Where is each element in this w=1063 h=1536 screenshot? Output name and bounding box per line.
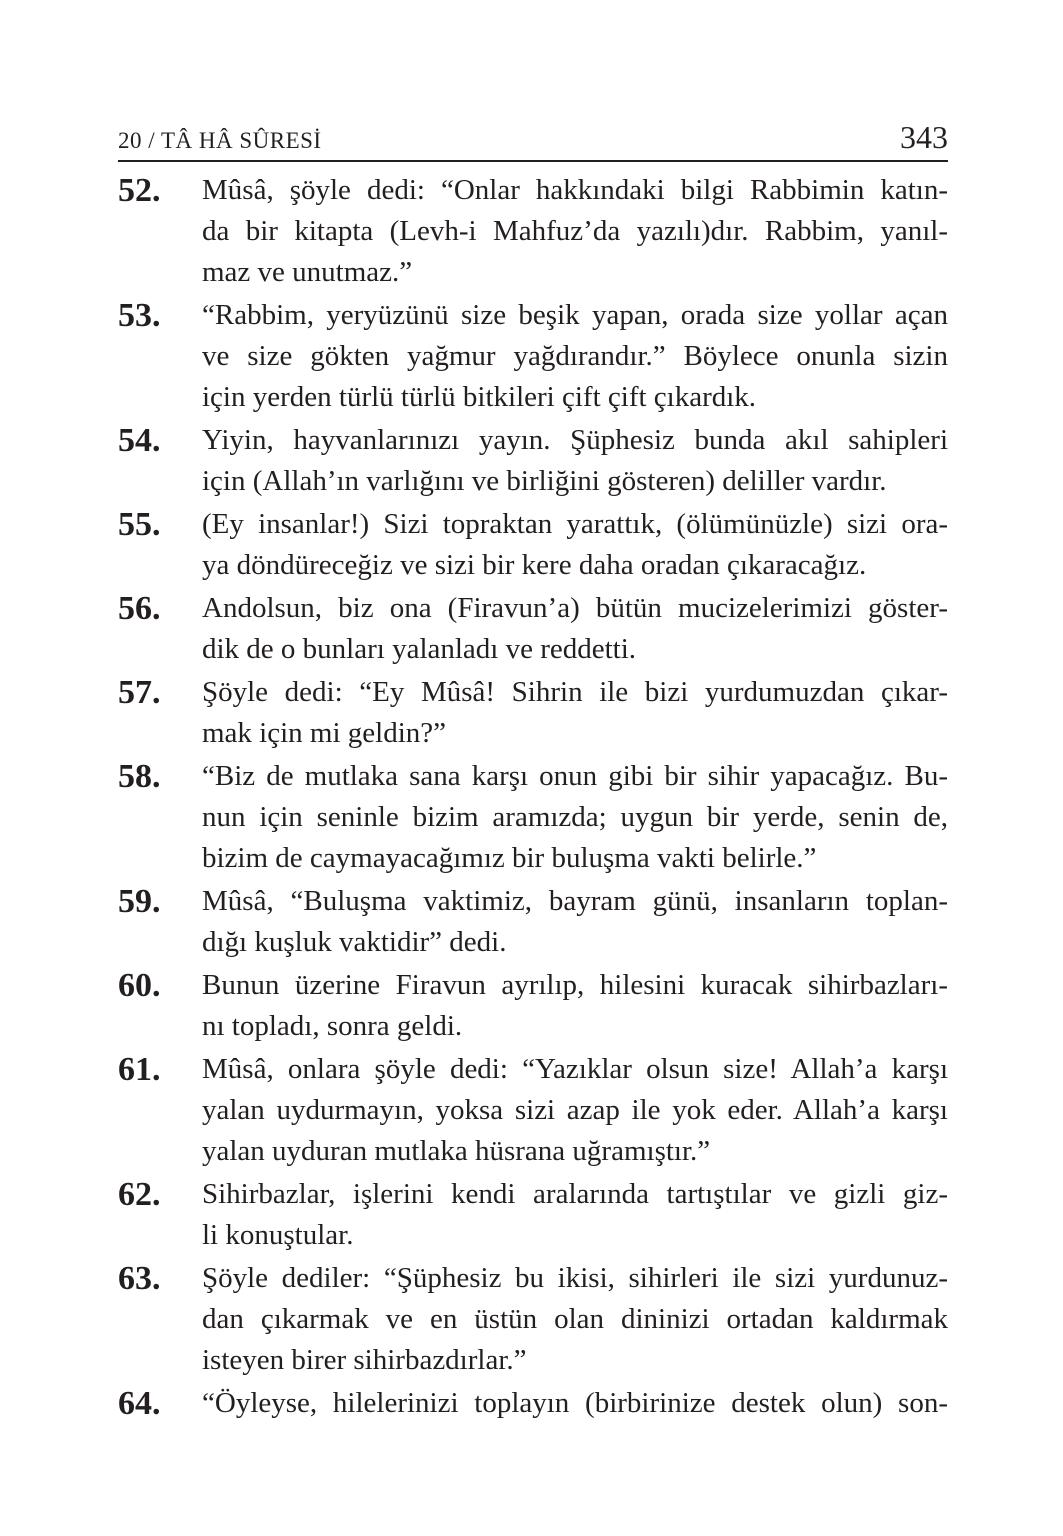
verse-text <box>202 170 948 293</box>
verse-number: 64. <box>118 1385 161 1422</box>
verse-number: 62. <box>118 1176 161 1213</box>
verse-line: maz ve unutmaz.” <box>202 256 413 288</box>
verse-number: 57. <box>118 674 161 711</box>
verse-text <box>202 295 948 418</box>
verse-text <box>202 881 948 963</box>
verse <box>118 1258 948 1381</box>
verse-number: 55. <box>118 506 161 543</box>
verse-number: 58. <box>118 758 161 795</box>
verse-number: 60. <box>118 967 161 1004</box>
verse-line: isteyen birer sihirbazdırlar.” <box>202 1344 527 1376</box>
verse-line: için (Allah’ın varlığını ve birliğini gösteren) deliller vardır. <box>202 465 887 497</box>
verse-number: 59. <box>118 883 161 920</box>
verse-line: nı topladı, sonra geldi. <box>202 1010 463 1042</box>
verse-line: Andolsun, biz ona (Firavun’a) bütün mucizelerimizi göster- <box>202 592 948 624</box>
verse-line: dik de o bunları yalanladı ve reddetti. <box>202 633 637 665</box>
verse-line: dığı kuşluk vaktidir” dedi. <box>202 926 507 958</box>
verse-number: 52. <box>118 172 161 209</box>
verse-text <box>202 672 948 754</box>
verse-number: 53. <box>118 297 161 334</box>
verse-line: yalan uydurmayın, yoksa sizi azap ile yok eder. Allah’a karşı <box>202 1094 948 1126</box>
verse <box>118 1383 948 1424</box>
verse-number: 56. <box>118 590 161 627</box>
verse-text <box>202 588 948 670</box>
verse-line: “Rabbim, yeryüzünü size beşik yapan, orada size yollar açan <box>202 299 948 331</box>
verse-text <box>202 420 948 502</box>
verse-line: Sihirbazlar, işlerini kendi aralarında tartıştılar ve gizli giz- <box>202 1178 948 1210</box>
verse <box>118 504 948 586</box>
verse-line: bizim de caymayacağımız bir buluşma vakti belirle.” <box>202 842 817 874</box>
verse-number: 63. <box>118 1260 161 1297</box>
verse-text <box>202 504 948 586</box>
verse-list <box>118 170 948 1426</box>
verse-line: Mûsâ, şöyle dedi: “Onlar hakkındaki bilgi Rabbimin katın- <box>202 174 948 206</box>
verse-line: Şöyle dediler: “Şüphesiz bu ikisi, sihirleri ile sizi yurdunuz- <box>202 1262 948 1294</box>
verse <box>118 170 948 293</box>
verse-line: Mûsâ, onlara şöyle dedi: “Yazıklar olsun size! Allah’a karşı <box>202 1053 948 1085</box>
verse-text <box>202 1174 948 1256</box>
verse-line: ve size gökten yağmur yağdırandır.” Böylece onunla sizin <box>202 340 948 372</box>
verse-line: ya döndüreceğiz ve sizi bir kere daha oradan çıkaracağız. <box>202 549 867 581</box>
verse <box>118 1174 948 1256</box>
page-header <box>118 112 948 162</box>
verse-text <box>202 965 948 1047</box>
verse-line: Mûsâ, “Buluşma vaktimiz, bayram günü, insanların toplan- <box>202 885 948 917</box>
verse-text <box>202 1383 948 1424</box>
verse-number: 54. <box>118 422 161 459</box>
verse-line: “Öyleyse, hilelerinizi toplayın (birbirinize destek olun) son- <box>202 1387 948 1419</box>
verse <box>118 881 948 963</box>
verse-number: 61. <box>118 1051 161 1088</box>
verse-text <box>202 1258 948 1381</box>
verse-line: Şöyle dedi: “Ey Mûsâ! Sihrin ile bizi yurdumuzdan çıkar- <box>202 676 948 708</box>
verse <box>118 588 948 670</box>
verse-line: için yerden türlü türlü bitkileri çift çift çıkardık. <box>202 381 757 413</box>
verse-line: nun için seninle bizim aramızda; uygun bir yerde, senin de, <box>202 801 948 833</box>
verse-line: “Biz de mutlaka sana karşı onun gibi bir sihir yapacağız. Bu- <box>202 760 948 792</box>
verse-line: mak için mi geldin?” <box>202 717 447 749</box>
verse-line: Yiyin, hayvanlarınızı yayın. Şüphesiz bunda akıl sahipleri <box>202 424 948 456</box>
verse <box>118 420 948 502</box>
verse-line: da bir kitapta (Levh-i Mahfuz’da yazılı)dır. Rabbim, yanıl- <box>202 215 948 247</box>
verse-line: Bunun üzerine Firavun ayrılıp, hilesini kuracak sihirbazları- <box>202 969 948 1001</box>
verse-line: dan çıkarmak ve en üstün olan dininizi ortadan kaldırmak <box>202 1303 948 1335</box>
verse-line: li konuştular. <box>202 1219 354 1251</box>
verse <box>118 756 948 879</box>
verse <box>118 1049 948 1172</box>
verse <box>118 672 948 754</box>
verse <box>118 965 948 1047</box>
verse-text <box>202 756 948 879</box>
page-number: 343 <box>900 119 948 155</box>
verse <box>118 295 948 418</box>
verse-line: (Ey insanlar!) Sizi topraktan yarattık, (ölümünüzle) sizi ora- <box>202 508 948 540</box>
verse-text <box>202 1049 948 1172</box>
running-head-title: 20 / TÂ HÂ SÛRESİ <box>118 128 322 153</box>
verse-line: yalan uyduran mutlaka hüsrana uğramıştır.” <box>202 1135 711 1167</box>
